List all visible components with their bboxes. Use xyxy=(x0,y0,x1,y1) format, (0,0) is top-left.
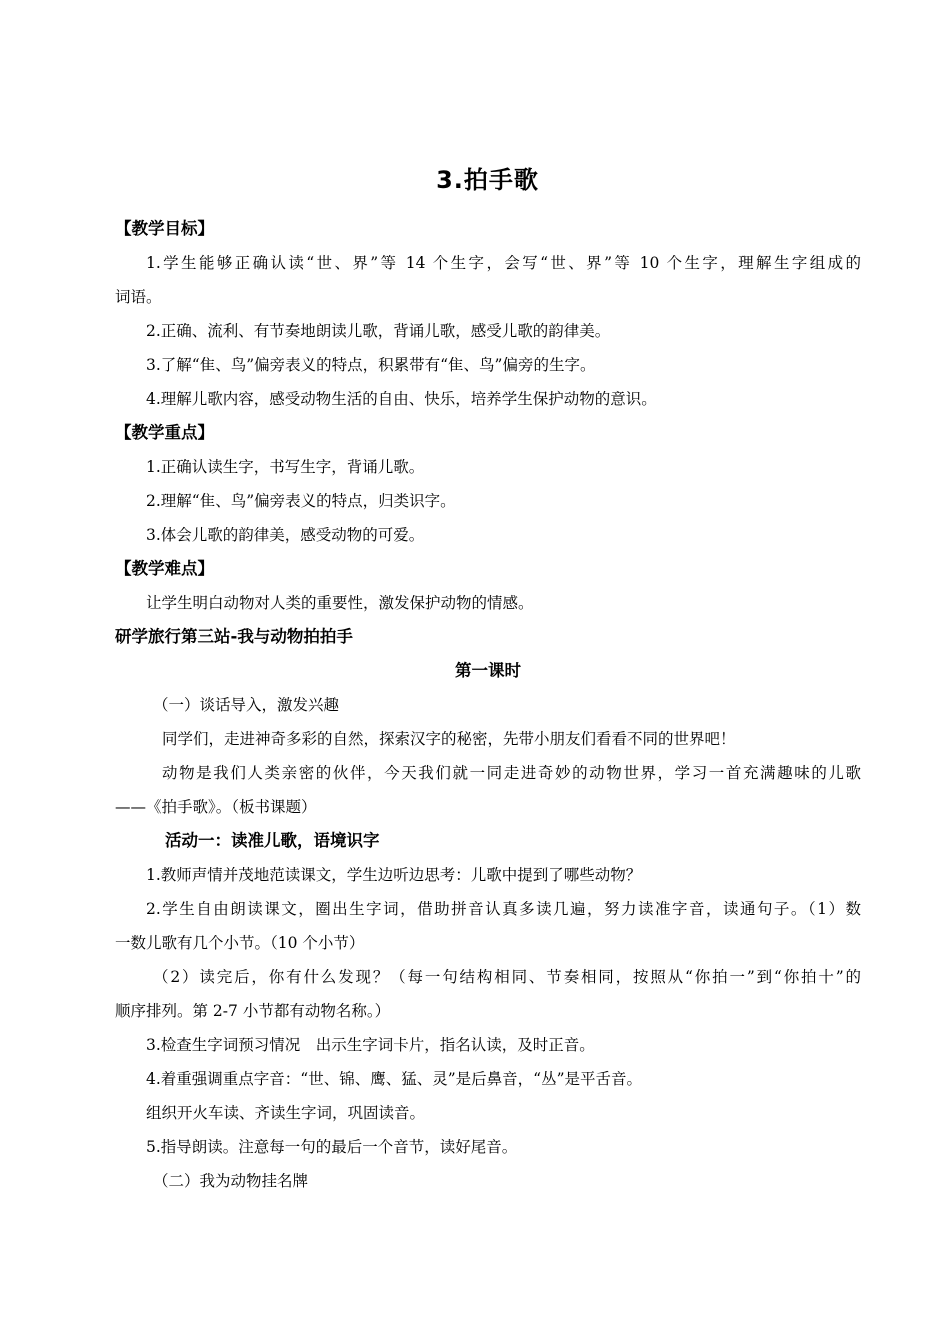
part-1-paragraph-2-line-2: ——《拍手歌》。（板书课题） xyxy=(115,798,317,816)
activity-1-step-2-line-2: 一数儿歌有几个小节。（10 个小节） xyxy=(115,934,365,952)
document-body xyxy=(115,212,861,1198)
activity-1-step-2-line-1: 2.学生自由朗读课文，圈出生字词，借助拼音认真多读几遍，努力读准字音，读通句子。（1）数 xyxy=(146,900,861,918)
part-1-paragraph-2-line-1: 动物是我们人类亲密的伙伴，今天我们就一同走进奇妙的动物世界，学习一首充满趣味的儿歌 xyxy=(162,764,861,782)
goal-1-line-2: 词语。 xyxy=(115,288,162,306)
key-point-1: 1.正确认读生字，书写生字，背诵儿歌。 xyxy=(146,458,425,476)
activity-1-step-4: 4.着重强调重点字音：“世、锦、鹰、猛、灵”是后鼻音，“丛”是平舌音。 xyxy=(146,1070,642,1088)
goal-1-line-1: 1.学生能够正确认读“世、界”等 14 个生字，会写“世、界”等 10 个生字，理解生字组成的 xyxy=(146,254,861,272)
goal-3: 3.了解“隹、鸟”偏旁表义的特点，积累带有“隹、鸟”偏旁的生字。 xyxy=(146,356,596,374)
key-point-2: 2.理解“隹、鸟”偏旁表义的特点，归类识字。 xyxy=(146,492,456,510)
part-1-paragraph-1: 同学们，走进神奇多彩的自然，探索汉字的秘密，先带小朋友们看看不同的世界吧！ xyxy=(162,730,736,748)
goal-4: 4.理解儿歌内容，感受动物生活的自由、快乐，培养学生保护动物的意识。 xyxy=(146,390,657,408)
activity-1-step-2c-line-1: （2）读完后，你有什么发现？（每一句结构相同、节奏相同，按照从“你拍一”到“你拍十”的 xyxy=(153,968,861,986)
activity-1-heading: 活动一：读准儿歌，语境识字 xyxy=(165,831,380,850)
activity-1-step-3: 3.检查生字词预习情况 出示生字词卡片，指名认读，及时正音。 xyxy=(146,1036,595,1054)
page-title: 3.拍手歌 xyxy=(436,166,539,194)
key-point-3: 3.体会儿歌的韵律美，感受动物的可爱。 xyxy=(146,526,425,544)
activity-1-step-1: 1.教师声情并茂地范读课文，学生边听边思考：儿歌中提到了哪些动物？ xyxy=(146,866,642,884)
activity-1-step-5: 5.指导朗读。注意每一句的最后一个音节，读好尾音。 xyxy=(146,1138,518,1156)
activity-1-step-4-b: 组织开火车读、齐读生字词，巩固读音。 xyxy=(146,1104,426,1122)
difficulty-1: 让学生明白动物对人类的重要性，激发保护动物的情感。 xyxy=(146,594,534,612)
part-1-heading: （一）谈话导入，激发兴趣 xyxy=(153,696,340,714)
goal-2: 2.正确、流利、有节奏地朗读儿歌，背诵儿歌，感受儿歌的韵律美。 xyxy=(146,322,611,340)
key-points-heading: 【教学重点】 xyxy=(115,423,214,442)
trip-heading: 研学旅行第三站-我与动物拍拍手 xyxy=(115,627,353,646)
lesson-heading: 第一课时 xyxy=(455,661,521,680)
part-2-heading: （二）我为动物挂名牌 xyxy=(153,1172,309,1190)
goals-heading: 【教学目标】 xyxy=(115,219,214,238)
activity-1-step-2c-line-2: 顺序排列。第 2-7 小节都有动物名称。） xyxy=(115,1002,391,1020)
difficulty-heading: 【教学难点】 xyxy=(115,559,214,578)
